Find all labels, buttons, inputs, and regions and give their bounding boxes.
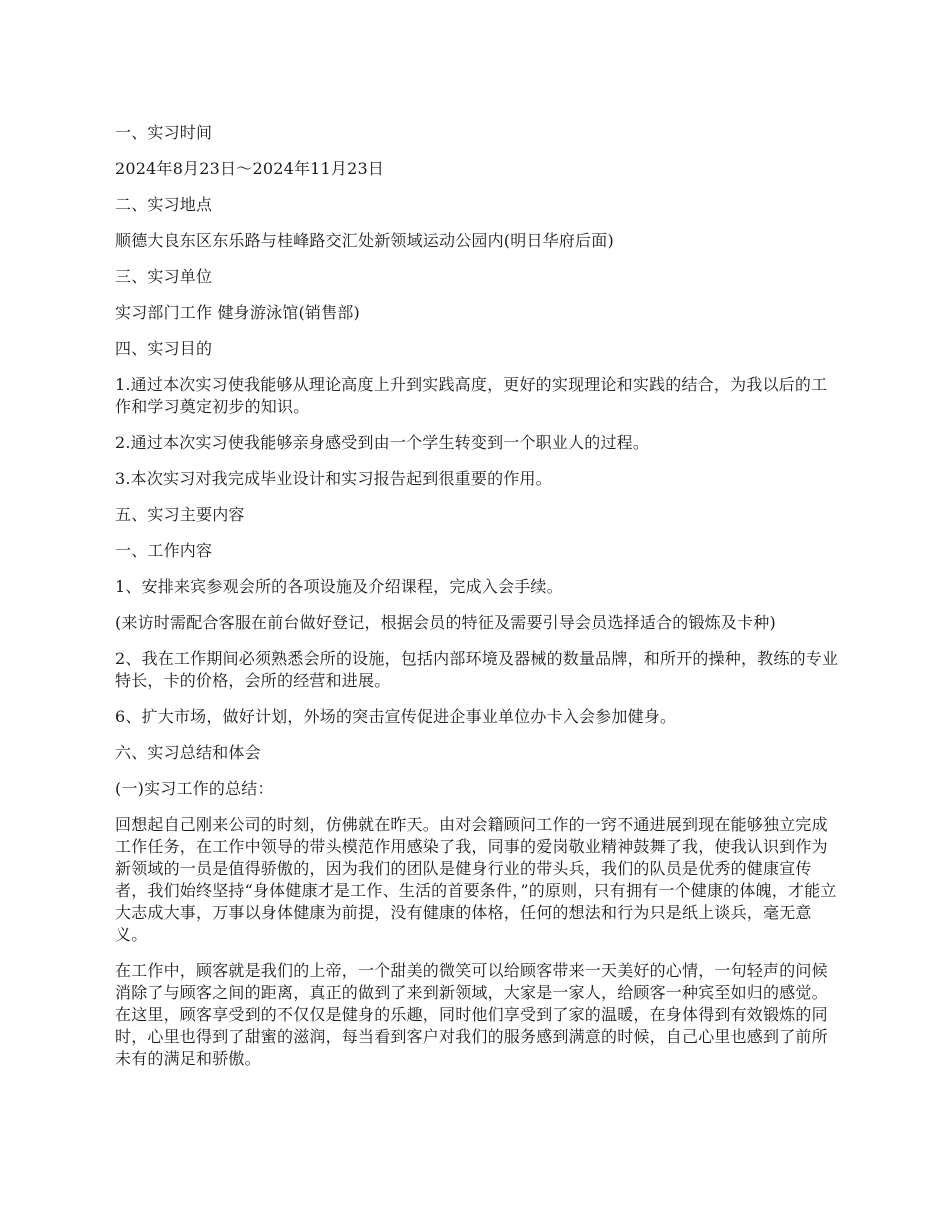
summary-paragraph-1: 回想起自己刚来公司的时刻，仿佛就在昨天。由对会籍顾问工作的一窍不通进展到现在能够独立完成工作任务，在工作中领导的带头模范作用感染了我，同事的爱岗敬业精神鼓舞了我，使我认识到作为新领域的一员是值得骄傲的，因为我们的团队是健身行业的带头兵，我们的队员是优秀的健康宣传者，我们始终坚持“身体健康才是工作、生活的首要条件，”的原则，只有拥有一个健康的体魄，才能立大志成大事，万事以身体健康为前提，没有健康的体格，任何的想法和行为只是纸上谈兵，毫无意义。 bbox=[115, 815, 837, 944]
heading-internship-purpose: 四、实习目的 bbox=[115, 339, 213, 358]
summary-paragraph-2: 在工作中，顾客就是我们的上帝，一个甜美的微笑可以给顾客带来一天美好的心情，一句轻声的问候消除了与顾客之间的距离，真正的做到了来到新领域，大家是一家人，给顾客一种宾至如归的感觉。在这里，顾客享受到的不仅仅是健身的乐趣，同时他们享受到了家的温暖，在身体得到有效锻炼的同时，心里也得到了甜蜜的滋润，每当看到客户对我们的服务感到满意的时候，自己心里也感到了前所未有的满足和骄傲。 bbox=[115, 961, 828, 1068]
work-item-2: 2、我在工作期间必须熟悉会所的设施，包括内部环境及器械的数量品牌，和所开的操种，教练的专业特长，卡的价格，会所的经营和进展。 bbox=[115, 649, 839, 690]
purpose-item-2: 2.通过本次实习使我能够亲身感受到由一个学生转变到一个职业人的过程。 bbox=[115, 433, 650, 452]
internship-date-range: 2024年8月23日～2024年11月23日 bbox=[115, 159, 385, 178]
heading-internship-unit: 三、实习单位 bbox=[115, 267, 213, 286]
internship-department: 实习部门工作 健身游泳馆(销售部) bbox=[115, 303, 360, 322]
work-item-1: 1、安排来宾参观会所的各项设施及介绍课程，完成入会手续。 bbox=[115, 577, 563, 596]
work-item-1-note: (来访时需配合客服在前台做好登记，根据会员的特征及需要引导会员选择适合的锻炼及卡种) bbox=[115, 613, 776, 632]
internship-address: 顺德大良东区东乐路与桂峰路交汇处新领域运动公园内(明日华府后面) bbox=[115, 231, 614, 250]
heading-internship-time: 一、实习时间 bbox=[115, 123, 213, 142]
work-item-6: 6、扩大市场，做好计划，外场的突击宣传促进企事业单位办卡入会参加健身。 bbox=[115, 707, 677, 726]
heading-work-content: 一、工作内容 bbox=[115, 541, 213, 560]
document-page bbox=[115, 122, 840, 1070]
purpose-item-1: 1.通过本次实习使我能够从理论高度上升到实践高度，更好的实现理论和实践的结合，为我以后的工作和学习奠定初步的知识。 bbox=[115, 375, 828, 416]
purpose-item-3: 3.本次实习对我完成毕业设计和实习报告起到很重要的作用。 bbox=[115, 469, 552, 488]
heading-work-summary: (一)实习工作的总结： bbox=[115, 779, 274, 798]
heading-summary: 六、实习总结和体会 bbox=[115, 743, 261, 762]
heading-main-content: 五、实习主要内容 bbox=[115, 505, 245, 524]
heading-internship-location: 二、实习地点 bbox=[115, 195, 213, 214]
